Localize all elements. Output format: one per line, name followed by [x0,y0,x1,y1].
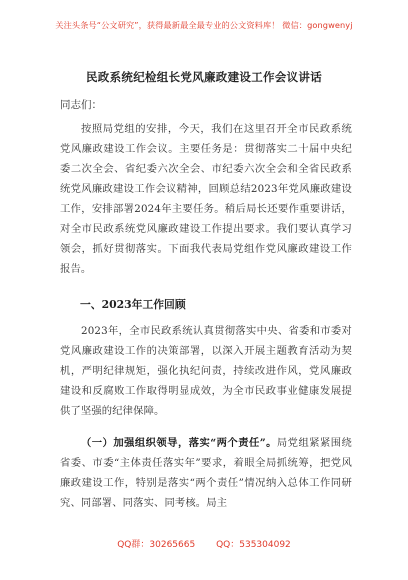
review-paragraph: 2023年，全市民政系统认真贯彻落实中央、省委和市委对党风廉政建设工作的决策部署，以深入开展主题教育活动为契机，严明纪律规矩，强化执纪问责，持续改进作风，党风廉政建设和反腐败工作取得明显成效，为全市民政事业健康发展提供了坚强的纪律保障。 [60,325,352,417]
subheading-leadership: （一）加强组织领导，落实“两个责任”。 [81,437,277,449]
section-heading-review: 一、2023年工作回顾 [80,298,186,311]
qq-contact-label: QQ：535304092 [216,540,291,550]
qq-group-label: QQ群：30265665 [117,540,196,550]
greeting: 同志们： [60,99,102,111]
promo-banner: 关注头条号“公文研究”，获得最新最全最专业的公文资料库！ 微信：gongwenyj [55,20,353,30]
leadership-paragraph [60,433,352,513]
leadership-paragraph-body: 局党组紧紧围绕省委、市委“主体责任落实年”要求，着眼全局抓统筹，把党风廉政建设工作，特别是落实“两个责任”情况纳入总体工作同研究、同部署、同落实、同考核。局主 [60,437,352,509]
document-title: 民政系统纪检组长党风廉政建设工作会议讲话 [86,70,322,84]
intro-paragraph: 按照局党组的安排，今天，我们在这里召开全市民政系统党风廉政建设工作会议。主要任务是：贯彻落实二十届中央纪委二次全会、省纪委六次全会、市纪委六次全会和全省民政系统党风廉政建设工作会议精神，回顾总结2023年党风廉政建设工作，安排部署2024年主要任务。稍后局长还要作重要讲话，对全市民政系统党风廉政建设工作提出要求。我们要认真学习领会，抓好贯彻落实。下面我代表局党组作党风廉政建设工作报告。 [60,123,352,275]
contact-footer [0,537,408,550]
